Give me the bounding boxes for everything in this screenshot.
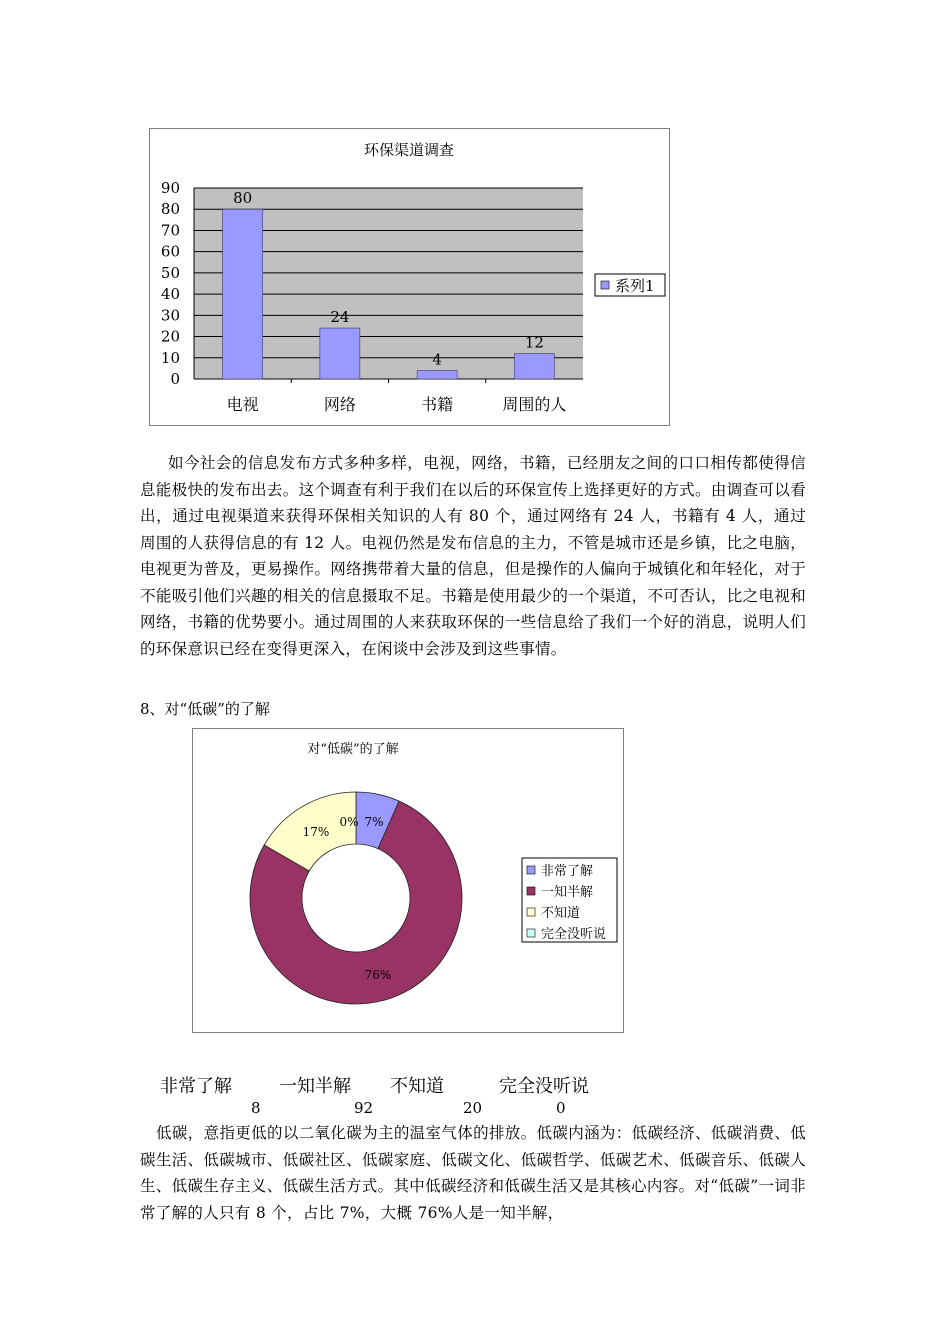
summary-value-never-heard: 0 <box>556 1099 566 1117</box>
summary-value-unknown: 20 <box>463 1099 483 1117</box>
chart-title: 对“低碳”的了解 <box>307 742 399 757</box>
legend-swatch <box>527 866 535 874</box>
bar <box>223 209 263 379</box>
y-tick-label: 80 <box>160 200 180 219</box>
bar <box>320 328 360 379</box>
legend-label: 系列1 <box>615 277 655 295</box>
legend-label: 不知道 <box>541 906 581 921</box>
legend-label: 非常了解 <box>541 864 594 879</box>
y-tick-label: 70 <box>160 221 180 240</box>
y-tick-label: 90 <box>160 179 180 197</box>
y-tick-label: 30 <box>160 306 180 325</box>
summary-label-partial: 一知半解 <box>279 1076 351 1097</box>
bar-data-label: 12 <box>524 333 544 352</box>
y-tick-label: 40 <box>160 285 180 304</box>
bar-chart <box>150 129 669 425</box>
x-tick-label: 书籍 <box>421 395 454 414</box>
x-tick-label: 周围的人 <box>502 395 567 414</box>
legend-swatch <box>527 908 535 916</box>
y-tick-label: 10 <box>160 348 180 367</box>
legend <box>595 274 665 296</box>
legend-swatch <box>527 887 535 895</box>
x-tick-label: 网络 <box>323 395 356 414</box>
legend <box>522 858 617 942</box>
summary-label-unknown: 不知道 <box>390 1076 444 1097</box>
summary-value-partial: 92 <box>354 1099 374 1117</box>
slice-label: 76% <box>364 968 392 982</box>
y-tick-label: 20 <box>160 327 180 346</box>
slice-label: 0% <box>339 815 359 829</box>
bar-data-label: 4 <box>432 350 442 369</box>
bar-data-label: 24 <box>330 308 350 327</box>
legend-swatch <box>601 281 609 289</box>
y-tick-label: 60 <box>160 242 180 261</box>
slice-label: 17% <box>302 825 330 839</box>
summary-label-very-familiar: 非常了解 <box>160 1076 232 1097</box>
legend-swatch <box>527 929 535 937</box>
paragraph-low-carbon: 低碳，意指更低的以二氧化碳为主的温室气体的排放。低碳内涵为：低碳经济、低碳消费、低碳生活、低碳城市、低碳社区、低碳家庭、低碳文化、低碳哲学、低碳艺术、低碳音乐、低碳人生、低碳生存主义、低碳生活方式。其中低碳经济和低碳生活又是其核心内容。对“低碳”一词非常了解的人只有 8 个，占比 7%，大概 76%人是一知半解， <box>140 1124 806 1222</box>
bar-chart-frame <box>149 128 670 426</box>
summary-label-never-heard: 完全没听说 <box>499 1076 589 1097</box>
paragraph-channel-analysis: 如今社会的信息发布方式多种多样，电视，网络，书籍，已经朋友之间的口口相传都使得信息能极快的发布出去。这个调查有利于我们在以后的环保宣传上选择更好的方式。由调查可以看出，通过电视渠道来获得环保相关知识的人有 80 个，通过网络有 24 人，书籍有 4 人，通过周围的人获得信息的有 12 人。电视仍然是发布信息的主力，不管是城市还是乡镇，比之电脑，电视更为普及，更易操作。网络携带着大量的信息，但是操作的人偏向于城镇化和年轻化，对于不能吸引他们兴趣的相关的信息摄取不足。书籍是使用最少的一个渠道，不可否认，比之电视和网络，书籍的优势要小。通过周围的人来获取环保的一些信息给了我们一个好的消息，说明人们的环保意识已经在变得更深入，在闲谈中会涉及到这些事情。 <box>140 454 806 658</box>
donut-chart-frame <box>192 728 624 1033</box>
x-tick-label: 电视 <box>226 395 259 414</box>
slice-label: 7% <box>364 815 384 829</box>
donut-chart <box>193 729 623 1032</box>
legend-label: 完全没听说 <box>541 927 607 942</box>
legend-label: 一知半解 <box>541 885 594 900</box>
y-tick-label: 0 <box>170 370 180 388</box>
chart-title: 环保渠道调查 <box>363 141 455 159</box>
bar-data-label: 80 <box>233 189 253 208</box>
bar <box>417 371 457 379</box>
section-heading: 8、对“低碳”的了解 <box>140 700 270 718</box>
summary-value-very-familiar: 8 <box>251 1099 261 1117</box>
y-tick-label: 50 <box>160 263 180 282</box>
bar <box>514 354 554 379</box>
